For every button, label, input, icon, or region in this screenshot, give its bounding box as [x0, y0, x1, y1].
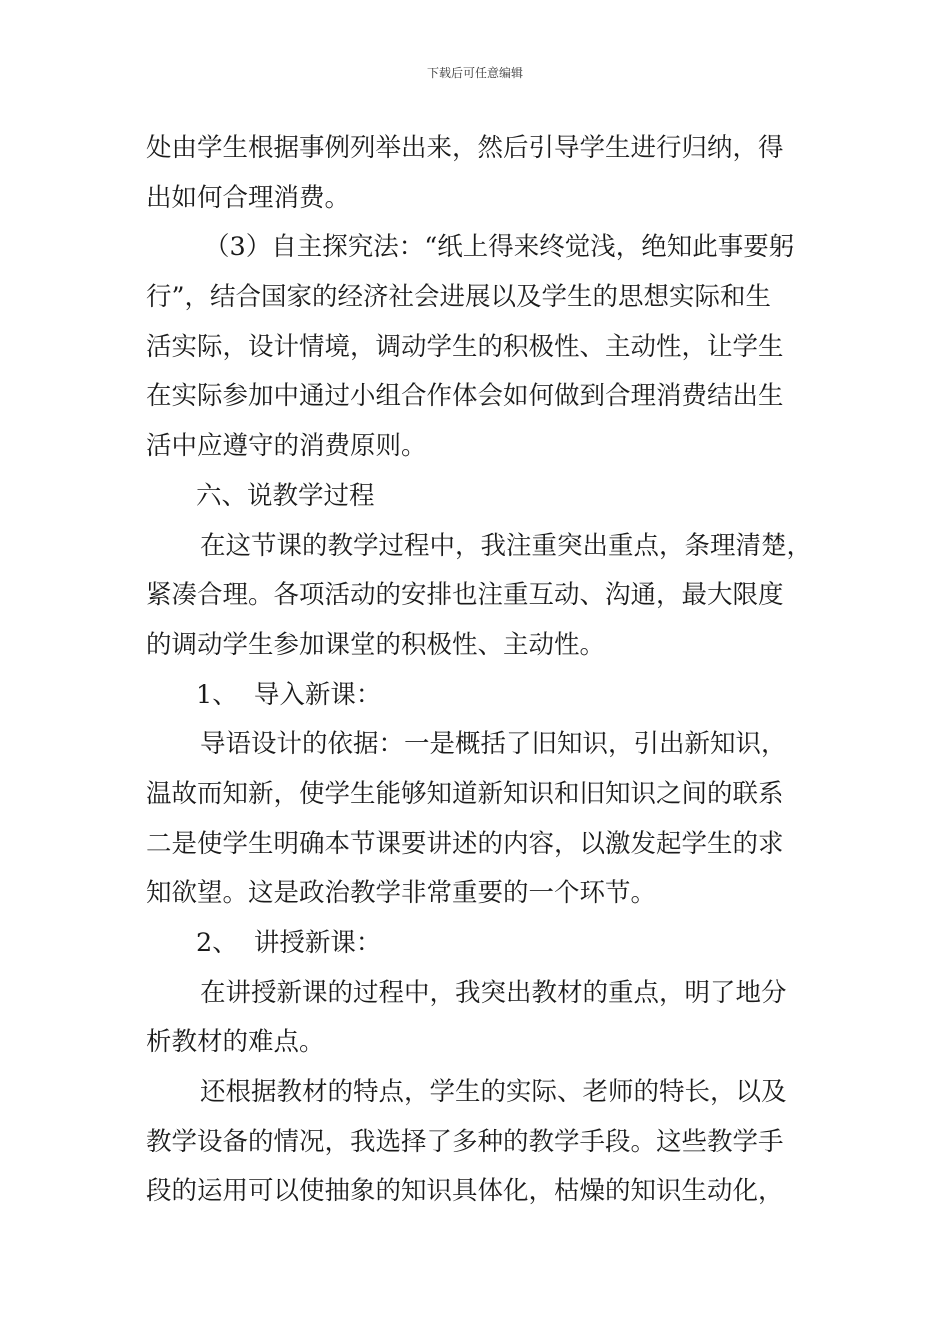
- text-line: 六、说教学过程: [196, 480, 375, 511]
- text-line: 1、 导入新课：: [196, 679, 382, 710]
- text-line: 还根据教材的特点，学生的实际、老师的特长，以及: [200, 1077, 787, 1108]
- text-line: 活中应遵守的消费原则。: [146, 431, 427, 462]
- text-line: 在实际参加中通过小组合作体会如何做到合理消费结出生: [146, 381, 784, 412]
- text-line: 温故而知新，使学生能够知道新知识和旧知识之间的联系: [146, 778, 784, 809]
- text-line: 在这节课的教学过程中，我注重突出重点，条理清楚，: [200, 530, 813, 561]
- text-line: 的调动学生参加课堂的积极性、主动性。: [146, 629, 606, 660]
- text-line: 析教材的难点。: [146, 1027, 325, 1058]
- text-line: 处由学生根据事例列举出来，然后引导学生进行归纳，得: [146, 133, 784, 163]
- text-line: 段的运用可以使抽象的知识具体化，枯燥的知识生动化，: [146, 1176, 784, 1207]
- page-header: 下载后可任意编辑: [426, 66, 523, 80]
- text-line: 二是使学生明确本节课要讲述的内容，以激发起学生的求: [146, 828, 784, 859]
- text-line: 导语设计的依据：一是概括了旧知识，引出新知识，: [200, 729, 787, 760]
- text-line: 2、 讲授新课：: [196, 928, 382, 958]
- document-body: [146, 124, 816, 1217]
- text-line: 出如何合理消费。: [146, 182, 351, 213]
- text-line: （3）自主探究法：“纸上得来终觉浅，绝知此事要躬: [204, 232, 795, 263]
- text-line: 紧凑合理。各项活动的安排也注重互动、沟通，最大限度: [146, 580, 784, 611]
- text-line: 知欲望。这是政治教学非常重要的一个环节。: [146, 878, 657, 909]
- text-line: 教学设备的情况，我选择了多种的教学手段。这些教学手: [146, 1126, 784, 1157]
- text-line: 活实际，设计情境，调动学生的积极性、主动性，让学生: [146, 331, 784, 362]
- text-line: 在讲授新课的过程中，我突出教材的重点，明了地分: [200, 977, 787, 1008]
- text-line: 行”，结合国家的经济社会进展以及学生的思想实际和生: [146, 282, 772, 313]
